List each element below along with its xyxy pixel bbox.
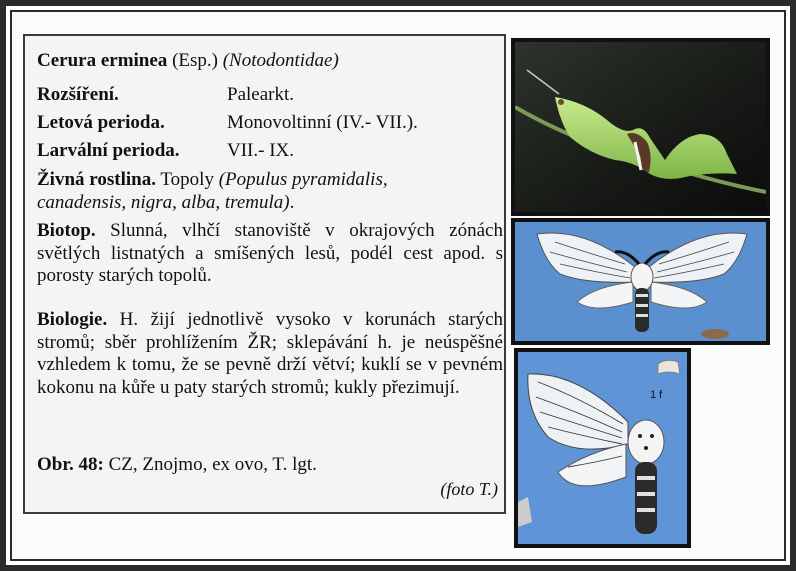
food-plant-end: .: [289, 192, 295, 213]
species-heading: [37, 50, 339, 72]
moth-illustration: [515, 222, 766, 341]
food-plant-value: Topoly: [160, 169, 214, 190]
species-name: Cerura erminea: [37, 50, 168, 71]
flight-period-row: [37, 112, 418, 134]
species-author: (Esp.): [172, 50, 218, 71]
biotope-label: Biotop.: [37, 220, 96, 241]
figure-text: CZ, Znojmo, ex ovo, T. lgt.: [108, 454, 317, 475]
caterpillar-illustration: [515, 42, 766, 212]
larval-period-label: Larvální perioda.: [37, 140, 180, 161]
flight-period-label: Letová perioda.: [37, 112, 165, 133]
figure-caption: [37, 454, 317, 476]
distribution-row: [37, 84, 295, 106]
biology-label: Biologie.: [37, 309, 108, 330]
larval-period-value: VII.- IX.: [227, 140, 295, 161]
species-family: (Notodontidae): [222, 50, 339, 71]
flight-period-value: Monovoltinní (IV.- VII.).: [227, 112, 418, 133]
food-plant-latin-2: canadensis, nigra, alba, tremula): [37, 192, 290, 213]
food-plant-latin-1: (Populus pyramidalis,: [218, 169, 388, 190]
caterpillar-photo: [511, 38, 770, 216]
biology-paragraph: [37, 309, 503, 399]
biotope-text: Slunná, vlhčí stanoviště v okrajových zónách světlých listnatých a smíšených lesů, podél cest apod. s porosty starých topolů.: [37, 220, 503, 286]
food-plant-label: Živná rostlina.: [37, 169, 156, 190]
distribution-label: Rozšíření.: [37, 84, 119, 105]
food-plant-row-2: [37, 192, 294, 214]
moth-photo-closeup: [514, 348, 691, 548]
figure-label: Obr. 48:: [37, 454, 104, 475]
species-text-panel: [23, 34, 506, 514]
distribution-value: Palearkt.: [227, 84, 295, 105]
food-plant-row: [37, 169, 388, 191]
larval-period-row: [37, 140, 295, 162]
biology-text: H. žijí jednotlivě vysoko v korunách starých stromů; sběr prohlížením ŽR; sklepávání h. je neúspěšné vzhledem k tomu, že se pevně drží větví; kuklí se v pevném kokonu na kůře u paty starých stromů; kukly přezimují.: [37, 309, 503, 398]
biotope-paragraph: [37, 220, 503, 288]
moth-closeup-illustration: [518, 352, 687, 544]
moth-photo: [511, 218, 770, 345]
photo-credit: (foto T.): [440, 479, 498, 499]
specimen-label: 1 f: [650, 389, 663, 401]
